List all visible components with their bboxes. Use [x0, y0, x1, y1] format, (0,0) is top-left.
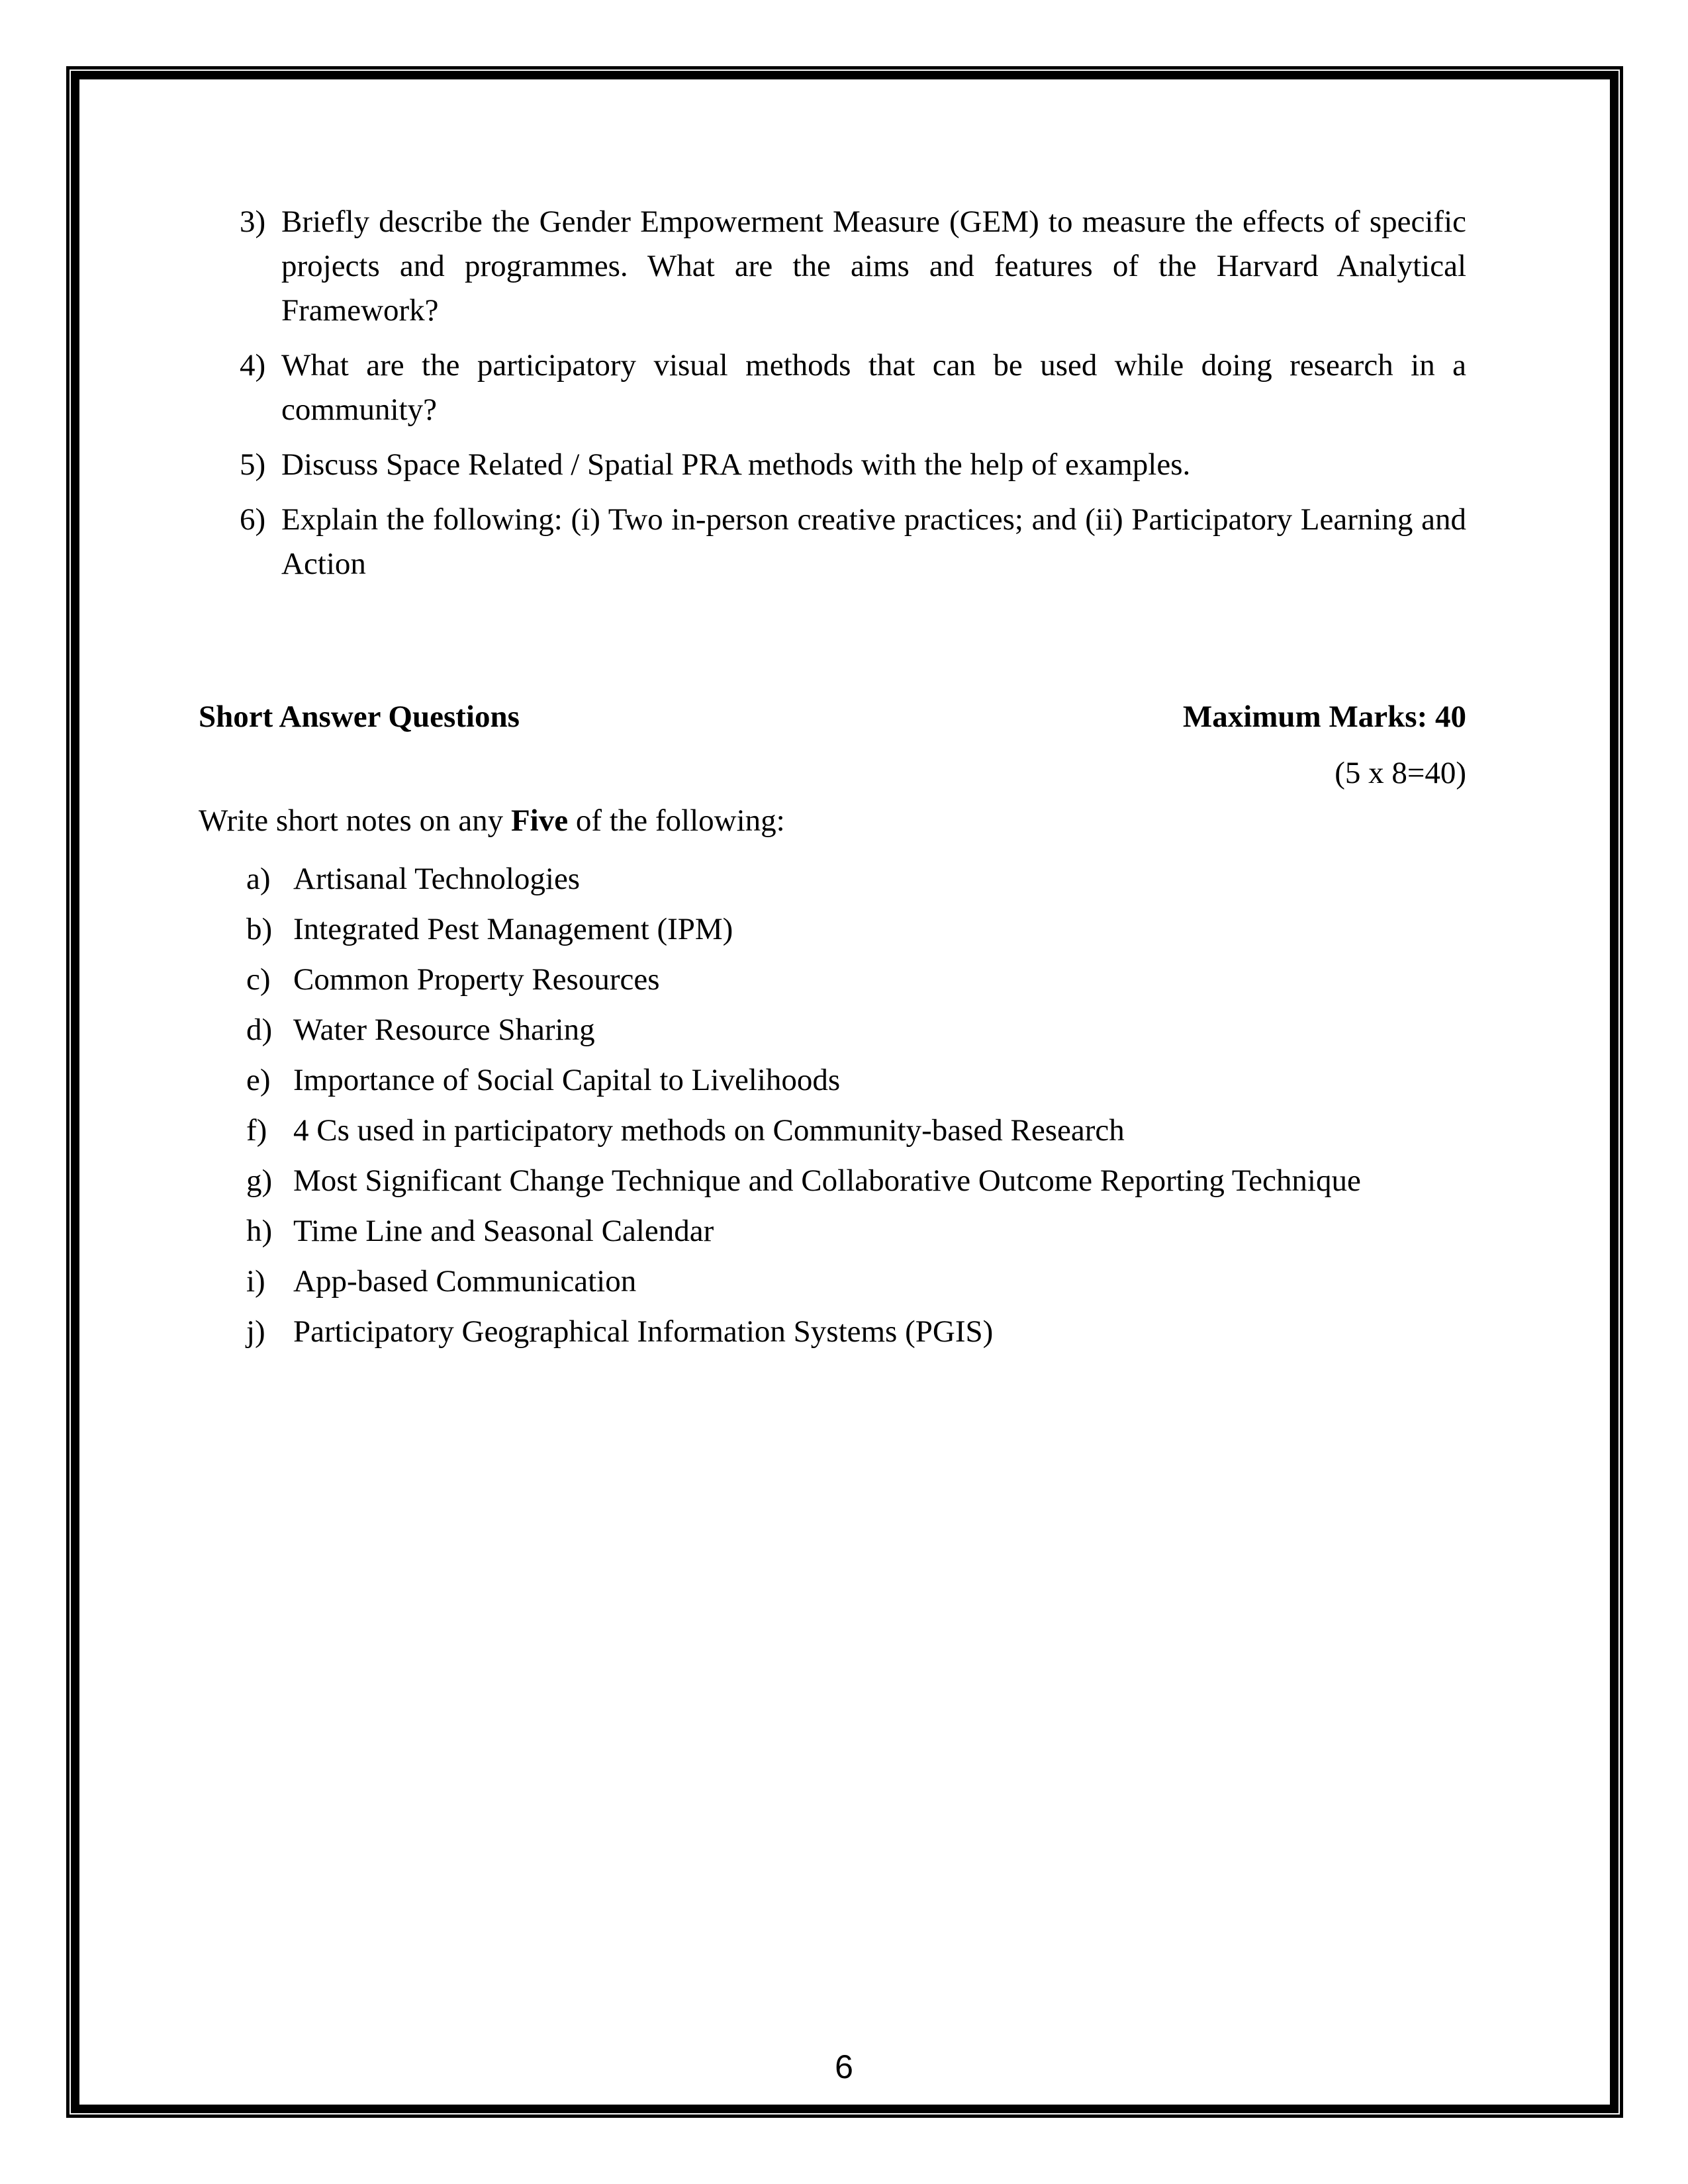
- topic-letter: e): [246, 1063, 271, 1097]
- topic-text: Integrated Pest Management (IPM): [293, 912, 733, 946]
- question-text: Briefly describe the Gender Empowerment Measure (GEM) to measure the effects of specific projects and programmes. What are the aims and features of the Harvard Analytical Framework?: [281, 205, 1466, 328]
- topic-item-i: [246, 1259, 1466, 1304]
- short-answer-topic-list: [199, 857, 1466, 1354]
- question-item-6: [240, 498, 1466, 586]
- topic-item-c: [246, 958, 1466, 1002]
- topic-letter: i): [246, 1264, 265, 1298]
- topic-item-g: [246, 1159, 1466, 1203]
- question-item-3: [240, 200, 1466, 333]
- page-content: [199, 200, 1466, 1360]
- topic-text: App-based Communication: [293, 1264, 637, 1298]
- topic-letter: c): [246, 962, 271, 997]
- section-title: Short Answer Questions: [199, 700, 520, 734]
- question-item-4: [240, 343, 1466, 432]
- question-number: 5): [240, 447, 266, 482]
- topic-letter: d): [246, 1013, 273, 1047]
- instruction-suffix: of the following:: [568, 803, 785, 838]
- topic-text: Time Line and Seasonal Calendar: [293, 1214, 714, 1248]
- question-number: 3): [240, 205, 266, 239]
- max-marks-label: Maximum Marks: 40: [1182, 700, 1466, 734]
- topic-letter: f): [246, 1113, 267, 1148]
- topic-letter: g): [246, 1163, 273, 1198]
- topic-text: 4 Cs used in participatory methods on Community-based Research: [293, 1113, 1125, 1148]
- marks-breakup: (5 x 8=40): [1335, 756, 1466, 790]
- topic-letter: h): [246, 1214, 273, 1248]
- topic-text: Artisanal Technologies: [293, 862, 581, 896]
- topic-text: Importance of Social Capital to Livelihoods: [293, 1063, 841, 1097]
- topic-item-j: [246, 1310, 1466, 1354]
- topic-text: Participatory Geographical Information Systems (PGIS): [293, 1314, 994, 1349]
- section-header: [199, 695, 1466, 739]
- question-number: 6): [240, 502, 266, 537]
- question-text: What are the participatory visual methods that can be used while doing research in a community?: [281, 348, 1466, 427]
- topic-item-b: [246, 907, 1466, 952]
- topic-text: Common Property Resources: [293, 962, 660, 997]
- question-text: Discuss Space Related / Spatial PRA methods with the help of examples.: [281, 447, 1191, 482]
- topic-item-a: [246, 857, 1466, 901]
- topic-item-h: [246, 1209, 1466, 1253]
- question-number: 4): [240, 348, 266, 383]
- topic-item-d: [246, 1008, 1466, 1052]
- topic-item-f: [246, 1109, 1466, 1153]
- question-item-5: [240, 443, 1466, 487]
- topic-item-e: [246, 1058, 1466, 1103]
- question-text: Explain the following: (i) Two in-person creative practices; and (ii) Participatory Learning and Action: [281, 502, 1466, 581]
- page-number: 6: [835, 2048, 853, 2085]
- instruction-prefix: Write short notes on any: [199, 803, 511, 838]
- topic-letter: a): [246, 862, 271, 896]
- topic-letter: j): [246, 1314, 265, 1349]
- long-answer-question-list: [199, 200, 1466, 586]
- topic-text: Most Significant Change Technique and Collaborative Outcome Reporting Technique: [293, 1163, 1361, 1198]
- topic-letter: b): [246, 912, 273, 946]
- instruction-line: [199, 799, 1466, 843]
- instruction-emphasis: Five: [510, 803, 569, 838]
- topic-text: Water Resource Sharing: [293, 1013, 595, 1047]
